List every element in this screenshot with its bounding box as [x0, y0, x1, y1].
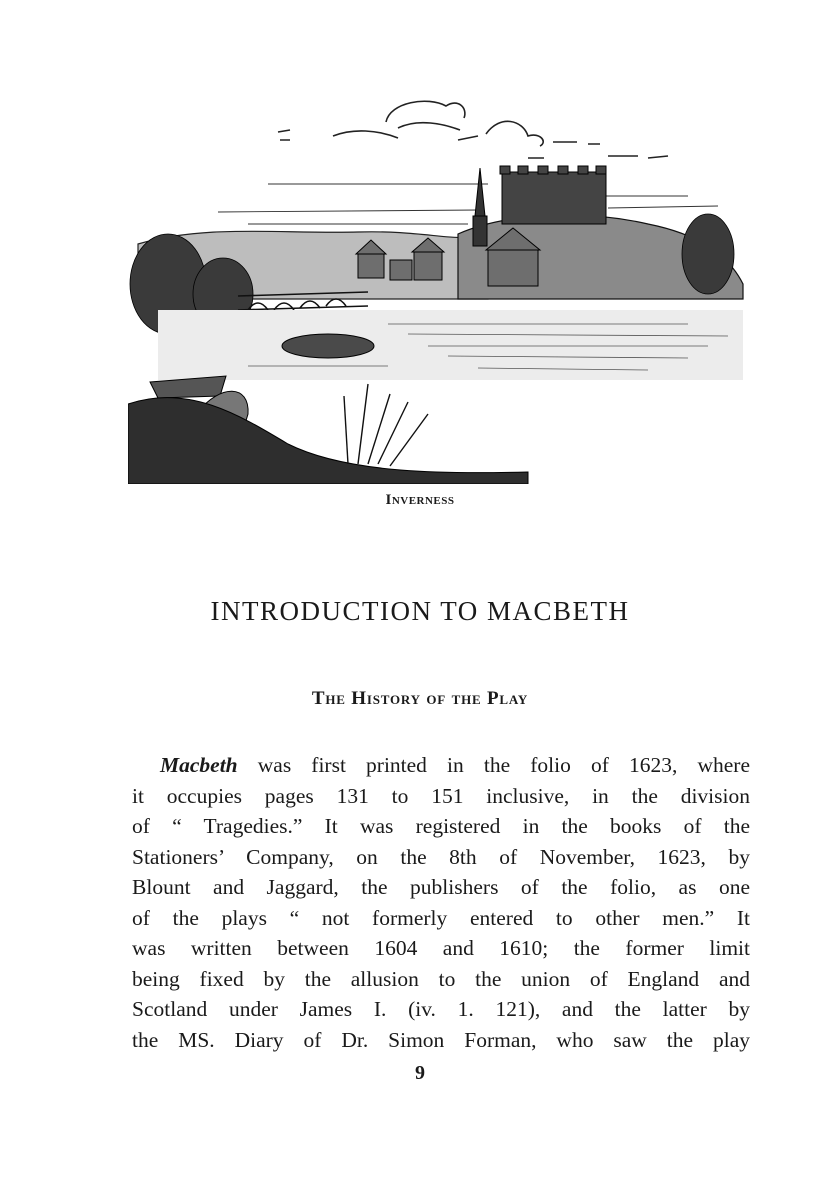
paragraph-line-1-text: was first printed in the folio of 1623, where: [237, 753, 750, 777]
paragraph-line-3: of “ Tragedies.” It was registered in the books of the: [132, 814, 750, 838]
paragraph-line-4: Stationers’ Company, on the 8th of November, 1623, by: [132, 844, 750, 869]
paragraph-line-8: being fixed by the allusion to the union of England and: [132, 966, 750, 991]
paragraph-line-2: it occupies pages 131 to 151 inclusive, in the division: [132, 783, 750, 808]
illustration-caption: Inverness: [385, 492, 455, 508]
church-spire: [473, 168, 487, 246]
inverness-illustration: [128, 84, 748, 484]
island: [282, 334, 374, 358]
castle: [500, 166, 606, 224]
paragraph-line-7: was written between 1604 and 1610; the former limit: [132, 936, 750, 960]
paragraph-line-6: of the plays “ not formerly entered to other men.” It: [132, 905, 750, 930]
river-bank: [128, 398, 528, 484]
paragraph-line-1: [132, 750, 750, 781]
paragraph-line-9: Scotland under James I. (iv. 1. 121), and the latter by: [132, 997, 750, 1021]
reeds: [344, 384, 428, 466]
clouds: [278, 101, 668, 158]
paragraph-line-5: Blount and Jaggard, the publishers of the folio, as one: [132, 875, 750, 899]
river: [158, 310, 743, 380]
section-heading: The History of the Play: [311, 688, 529, 709]
inverness-engraving: [128, 84, 748, 484]
page-number: 9: [415, 1062, 425, 1084]
play-title-italic: Macbeth: [160, 753, 238, 777]
body-paragraph: [132, 750, 750, 1055]
paragraph-line-10: the MS. Diary of Dr. Simon Forman, who saw the play: [132, 1027, 750, 1052]
sky-lines: [218, 184, 718, 224]
chapter-title: INTRODUCTION TO MACBETH: [210, 596, 630, 626]
